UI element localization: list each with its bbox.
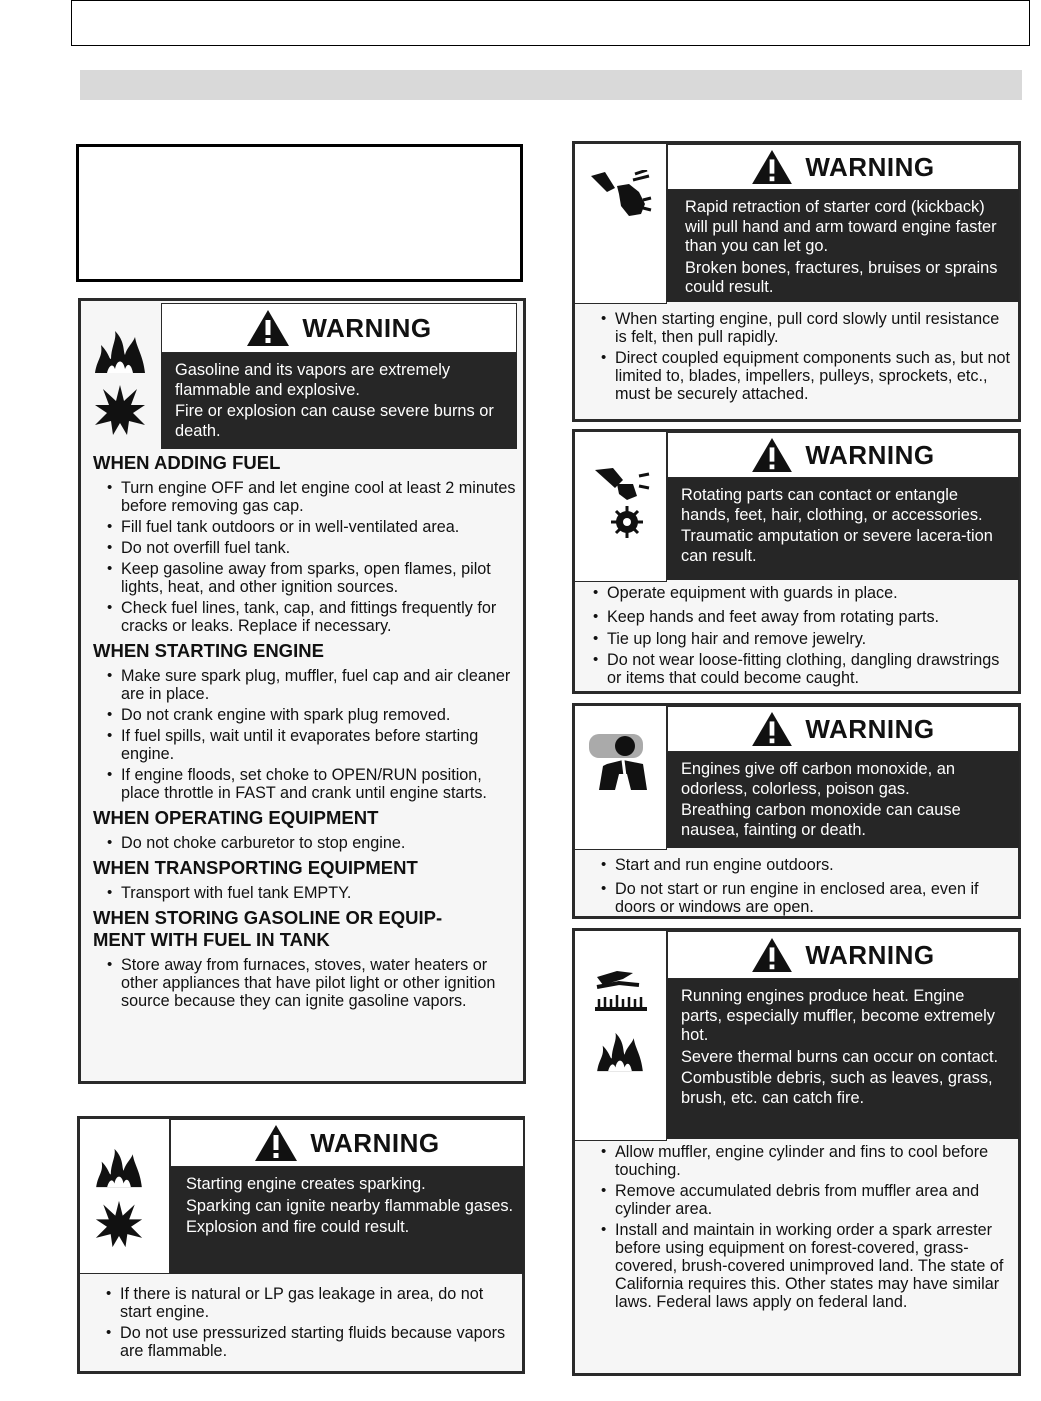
warning-line: Traumatic amputation or severe lacera-tion can result.	[681, 527, 993, 565]
warning-line: Engines give off carbon monoxide, an odorless, colorless, poison gas.	[681, 760, 955, 798]
warning-line: Breathing carbon monoxide can cause nausea, fainting or death.	[681, 801, 961, 839]
list-item: • Keep hands and feet away from rotating parts.	[593, 608, 1017, 626]
warning-line: Severe thermal burns can occur on contact.	[681, 1047, 999, 1066]
list-item: • Operate equipment with guards in place.	[593, 584, 1017, 602]
list-item: • Direct coupled equipment components such as, but not limited to, blades, impellers, pulleys, sprockets, etc., must be securely attached.	[601, 349, 1015, 403]
warning-header	[667, 931, 1019, 979]
warning-header	[667, 144, 1019, 190]
warning-instructions	[601, 856, 1015, 919]
list-item: • Install and maintain in working order a spark arrester before using equipment on forest-covered, grass-covered, brush-covered unimproved land. The state of California requires this. Other states may have similar laws. Federal laws apply on federal land.	[601, 1221, 1015, 1311]
icon-column	[81, 301, 161, 451]
warning-instructions	[106, 1285, 516, 1363]
icon-column	[575, 706, 667, 850]
warning-line: Rotating parts can contact or entangle hands, feet, hair, clothing, or accessories.	[681, 486, 983, 524]
list-item: • Do not start or run engine in enclosed area, even if doors or windows are open.	[601, 880, 1015, 916]
warning-card-kickback	[572, 141, 1021, 422]
icon-column	[575, 144, 667, 304]
fire-icon	[93, 329, 147, 375]
warning-line: Fire or explosion can cause severe burns or death.	[175, 402, 494, 440]
warning-message	[161, 353, 517, 449]
fire-icon	[94, 1147, 144, 1189]
warning-line: Combustible debris, such as leaves, grass, brush, etc. can catch fire.	[681, 1069, 993, 1107]
warning-triangle-icon	[246, 309, 290, 347]
warning-card-sparking	[77, 1116, 525, 1374]
warning-line: Running engines produce heat. Engine parts, especially muffler, become extremely hot.	[681, 987, 995, 1044]
warning-header	[667, 706, 1019, 752]
list-item: • Do not crank engine with spark plug removed.	[107, 706, 519, 724]
warning-card-rotating	[572, 429, 1021, 694]
warning-card-heat	[572, 928, 1021, 1376]
warning-message	[667, 752, 1019, 848]
kickback-hand-icon	[589, 170, 653, 218]
section-heading: WHEN STORING GASOLINE OR EQUIP-MENT WITH FUEL IN TANK	[93, 907, 443, 950]
fire-icon	[595, 1031, 645, 1073]
list-item: • If there is natural or LP gas leakage in area, do not start engine.	[106, 1285, 516, 1321]
warning-instructions	[601, 1143, 1015, 1314]
warning-triangle-icon	[751, 437, 793, 473]
section-heading: WHEN TRANSPORTING EQUIPMENT	[93, 857, 418, 878]
section-heading: WHEN STARTING ENGINE	[93, 640, 324, 661]
list-item: • Turn engine OFF and let engine cool at least 2 minutes before removing gas cap.	[107, 479, 519, 515]
list-item: • Do not choke carburetor to stop engine.	[107, 834, 519, 852]
explosion-icon	[94, 1199, 144, 1249]
list-item: • Do not wear loose-fitting clothing, dangling drawstrings or items that could become caught.	[593, 651, 1017, 687]
entanglement-icon	[593, 466, 651, 538]
icon-column	[80, 1119, 170, 1274]
explosion-icon	[93, 383, 147, 437]
header-box	[71, 0, 1030, 46]
warning-word: WARNING	[302, 312, 432, 343]
warning-triangle-icon	[751, 149, 793, 185]
warning-word: WARNING	[805, 439, 935, 470]
warning-line: Gasoline and its vapors are extremely flammable and explosive.	[175, 361, 451, 399]
section-heading: WHEN OPERATING EQUIPMENT	[93, 807, 379, 828]
list-item: • If fuel spills, wait until it evaporates before starting engine.	[107, 727, 519, 763]
warning-instructions	[593, 584, 1017, 690]
warning-triangle-icon	[254, 1124, 298, 1162]
warning-line: Sparking can ignite nearby flammable gases.	[186, 1196, 514, 1215]
warning-header	[170, 1119, 524, 1167]
section-heading: WHEN ADDING FUEL	[93, 452, 281, 473]
warning-header	[667, 432, 1019, 478]
warning-instructions	[93, 447, 519, 1013]
warning-line: Starting engine creates sparking.	[186, 1175, 426, 1193]
warning-triangle-icon	[751, 711, 793, 747]
list-item: • Remove accumulated debris from muffler area and cylinder area.	[601, 1182, 1015, 1218]
list-item: • Allow muffler, engine cylinder and fins to cool before touching.	[601, 1143, 1015, 1179]
toxic-gas-icon	[587, 730, 653, 792]
list-item: • When starting engine, pull cord slowly until resistance is felt, then pull rapidly.	[601, 310, 1015, 346]
warning-word: WARNING	[805, 151, 935, 182]
list-item: • Start and run engine outdoors.	[601, 856, 1015, 874]
list-item: • Check fuel lines, tank, cap, and fittings frequently for cracks or leaks. Replace if necessary.	[107, 599, 519, 635]
list-item: • Keep gasoline away from sparks, open flames, pilot lights, heat, and other ignition sources.	[107, 560, 519, 596]
warning-card-fuel	[78, 298, 526, 1084]
warning-message	[667, 979, 1019, 1139]
warning-triangle-icon	[751, 937, 793, 973]
notice-box	[76, 144, 523, 282]
warning-card-carbon-monoxide	[572, 703, 1021, 919]
list-item: • Make sure spark plug, muffler, fuel cap and air cleaner are in place.	[107, 667, 519, 703]
list-item: • Do not use pressurized starting fluids because vapors are flammable.	[106, 1324, 516, 1360]
list-item: • Do not overfill fuel tank.	[107, 539, 519, 557]
warning-line: Rapid retraction of starter cord (kickback) will pull hand and arm toward engine faster than you can let go.	[685, 198, 997, 255]
hot-surface-icon	[593, 967, 651, 1011]
warning-message	[667, 478, 1019, 580]
warning-message	[170, 1167, 524, 1274]
list-item: • If engine floods, set choke to OPEN/RUN position, place throttle in FAST and crank until engine starts.	[107, 766, 519, 802]
warning-header	[161, 303, 517, 353]
warning-line: Broken bones, fractures, bruises or sprains could result.	[685, 258, 998, 296]
warning-word: WARNING	[805, 939, 935, 970]
icon-column	[575, 931, 667, 1141]
warning-line: Explosion and fire could result.	[186, 1218, 410, 1236]
list-item: • Fill fuel tank outdoors or in well-ventilated area.	[107, 518, 519, 536]
icon-column	[575, 432, 667, 582]
warning-instructions	[601, 310, 1015, 406]
list-item: • Store away from furnaces, stoves, water heaters or other appliances that have pilot light or other ignition source because they can ignite gasoline vapors.	[107, 956, 519, 1010]
list-item: • Tie up long hair and remove jewelry.	[593, 630, 1017, 648]
warning-message	[667, 190, 1019, 302]
warning-word: WARNING	[805, 713, 935, 744]
list-item: • Transport with fuel tank EMPTY.	[107, 884, 519, 902]
section-title-bar	[80, 70, 1022, 100]
warning-word: WARNING	[310, 1127, 440, 1158]
